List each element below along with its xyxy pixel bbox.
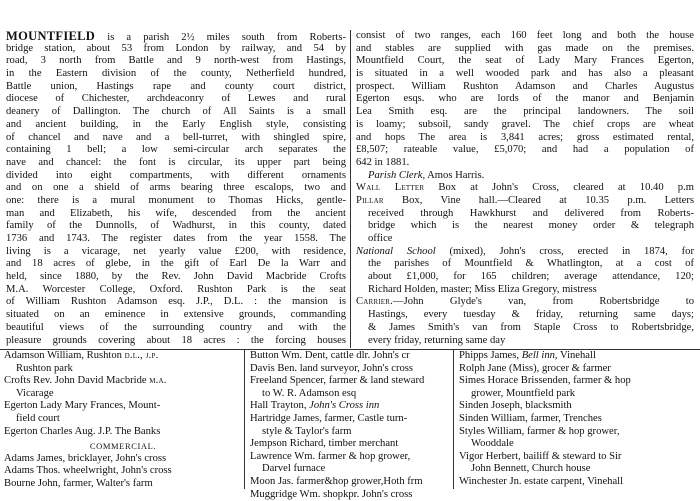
right-line: 642 in 1881. <box>356 156 410 168</box>
intro-line: of William Rushton Adamson esq. J.P., D.L. : the mansion is <box>6 296 346 308</box>
directory-entry-cont: John Bennett, Church house <box>471 463 591 475</box>
school-line: National School (mixed), John's cross, erected in 1874, for <box>356 245 694 257</box>
right-line: £8,507; rateable value, £5,070; and had a population of <box>356 144 694 156</box>
carrier-line: Carrier.—John Glyde's van, from Robertsbridge to <box>356 296 694 308</box>
right-text-column <box>356 30 694 347</box>
directory-entry: Simes Horace Brissenden, farmer & hop <box>459 375 631 387</box>
directory-entry: Hall Trayton, John's Cross inn <box>250 400 380 412</box>
intro-line: of chancel and nave and a bell-turret, with shingled spire, <box>6 131 346 143</box>
carrier-label: Carrier. <box>356 296 393 308</box>
directory-entry-cont: style & Taylor's farm <box>262 425 352 437</box>
carrier-line: every friday, returning same day <box>368 334 506 346</box>
parish-clerk-label: Parish Clerk, <box>368 169 426 181</box>
pillar-line: received through Hawkhurst and delivered from Roberts- <box>368 207 694 219</box>
directory-entry: Davis Ben. land surveyor, John's cross <box>250 362 414 374</box>
parish-heading: MOUNTFIELD <box>6 29 96 43</box>
intro-line: living is a vicarage, net yearly value £200, with residence, <box>6 245 346 257</box>
intro-line: and ancient building, in the Early English style, consisting <box>6 118 346 130</box>
directory-entry-cont: Wooddale <box>471 438 514 450</box>
right-line: Egerton esqs. who are lords of the manor and Benjamin <box>356 93 694 105</box>
directory-entry: Styles William, farmer & hop grower, <box>459 425 620 437</box>
directory-entry: Egerton Charles Aug. J.P. The Banks <box>4 425 161 437</box>
directory-divider-2 <box>453 349 454 489</box>
pillar-line: bridge which is the nearest money order & telegraph <box>368 220 694 232</box>
directory-entry: Bourne John, farmer, Walter's farm <box>4 477 153 489</box>
directory-entry: Vigor Herbert, bailiff & steward to Sir <box>459 450 622 462</box>
directory-entry: Jempson Richard, timber merchant <box>250 438 399 450</box>
intro-line: road, 3 north from Battle and 9 north-west from Hastings, <box>6 55 346 67</box>
pillar-line: office <box>368 233 393 244</box>
right-line: Mountfield Court, the seat of Lady Mary Frances Egerton, <box>356 55 694 67</box>
directory-entry: Adams James, bricklayer, John's cross <box>4 452 167 464</box>
right-line: is loamy; subsoil, sandy gravel. The chief crops are wheat <box>356 118 694 130</box>
intro-line: and on one a shield of arms bearing three escalops, two and <box>6 182 346 194</box>
column-divider <box>350 30 351 348</box>
intro-line: situated on an eminence in extensive grounds, commanding <box>6 309 346 321</box>
directory-entry: Adams Thos. wheelwright, John's cross <box>4 465 172 477</box>
directory-column-3 <box>459 350 697 489</box>
directory-entry-cont: grower, Mountfield park <box>471 387 576 399</box>
intro-line: man and Elizabeth, his wife, descended from the ancient <box>6 207 346 219</box>
intro-line: containing 1 bell; a low semi-circular arch separates the <box>6 144 346 156</box>
pillar-line: Pillar Box, Vine hall.—Cleared at 10.35 p.m. Letters <box>356 194 694 206</box>
directory-entry: Freeland Spencer, farmer & land steward <box>250 375 425 387</box>
school-line: about £1,000, for 165 children; average attendance, 120; <box>368 271 694 283</box>
directory-entry-cont: to W. R. Adamson esq <box>262 387 357 399</box>
intro-line-0: MOUNTFIELD is a parish 2½ miles south from Roberts- <box>6 29 346 43</box>
wall-letter-line: Wall Letter Box at John's Cross, cleared at 10.40 p.m <box>356 182 694 194</box>
intro-line: divided into eight compartments, with different ornaments <box>6 169 346 181</box>
intro-line: nave and chancel: the font is circular, its upper part being <box>6 156 346 168</box>
intro-line: diocese of Chichester, archdeaconry of Lewes and rural <box>6 93 346 105</box>
directory-entry-cont: Vicarage <box>16 387 54 399</box>
directory-entry-cont: Darvel furnace <box>262 463 326 475</box>
directory-entry-cont: Rushton park <box>16 362 73 374</box>
right-line: consist of two ranges, each 160 feet long and both the house <box>356 30 694 41</box>
commercial-heading: COMMERCIAL. <box>89 441 157 452</box>
intro-line: Battle union, Hastings rape and county court district, <box>6 80 346 92</box>
right-line: is situated in a well wooded park and has also a pleasant <box>356 68 694 80</box>
directory-entry: Button Wm. Dent, cattle dlr. John's cr <box>250 350 410 361</box>
intro-line: beautiful views of the surrounding country and with the <box>6 321 346 333</box>
intro-line: family of the Dunnolls, of Wadhurst, in this county, dated <box>6 220 346 232</box>
right-line: and hops The area is 3,841 acres; gross estimated rental, <box>356 131 694 143</box>
directory-entry: Muggridge Wm. shopkpr. John's cross <box>250 488 413 500</box>
school-line: the parishes of Mountfield & Whatlington, at a cost of <box>368 258 694 270</box>
intro-line: deanery of Dallington. The church of All Saints is a small <box>6 106 346 118</box>
directory-column-2 <box>250 350 451 501</box>
intro-line: M.A. Worcester College, Oxford. Rushton Park is the seat <box>6 283 346 295</box>
directory-entry-cont: field court <box>16 412 60 424</box>
directory-entry: Sinden William, farmer, Trenches <box>459 412 602 424</box>
intro-line: 1736 and 1743. The register dates from the year 1558. The <box>6 233 346 244</box>
intro-column <box>6 30 346 347</box>
carrier-line: & James Smith's van from Staple Cross to Robertsbridge, <box>368 321 694 333</box>
directory-entry: Sinden Joseph, blacksmith <box>459 400 572 412</box>
directory-entry: Phipps James, Bell inn, Vinehall <box>459 350 596 361</box>
pillar-label: Pillar <box>356 194 384 206</box>
intro-line: pleasure grounds covering about 18 acres : the forcing houses <box>6 334 346 346</box>
directory-entry: Lawrence Wm. farmer & hop grower, <box>250 450 411 462</box>
right-line: and stables are supplied with gas made on the premises. <box>356 42 694 54</box>
directory-divider-1 <box>244 349 245 489</box>
directory-entry: Rolph Jane (Miss), grocer & farmer <box>459 362 611 374</box>
directory-entry: Egerton Lady Mary Frances, Mount- <box>4 400 161 412</box>
directory-entry: Adamson William, Rushton d.l., j.p. <box>4 350 159 361</box>
directory-column-private <box>4 350 242 491</box>
right-line: Lea Smith esq. are the principal landowners. The soil <box>356 106 694 118</box>
right-line: prospect. William Rushton Adamson and Charles Augustus <box>356 80 694 92</box>
directory-entry: Moon Jas. farmer&hop grower,Hoth frm <box>250 475 423 487</box>
intro-line: and 18 acres of glebe, in the gift of Earl De la Warr and <box>6 258 346 270</box>
intro-line: bridge station, about 53 from London by railway, and 54 by <box>6 42 346 54</box>
directory-entry: Winchester Jn. estate carpent, Vinehall <box>459 475 624 487</box>
intro-line: in the Eastern division of the county, Netherfield hundred, <box>6 68 346 80</box>
intro-line: one: there is a mural monument to Thomas Hicks, gentle- <box>6 194 346 206</box>
wall-letter-label: Wall Letter <box>356 182 425 194</box>
school-line: Richard Holden, master; Miss Eliza Gregory, mistress <box>368 283 597 295</box>
carrier-line: Hastings, every tuesday & friday, returning same days; <box>368 309 694 321</box>
directory-entry: Hartridge James, farmer, Castle turn- <box>250 412 408 424</box>
intro-line: held, since 1880, by the Rev. John David Macbride Crofts <box>6 271 346 283</box>
school-label: National School <box>356 245 436 257</box>
directory-entry: Crofts Rev. John David Macbride m.a. <box>4 375 167 387</box>
parish-clerk-line: Parish Clerk, Amos Harris. <box>368 169 485 181</box>
